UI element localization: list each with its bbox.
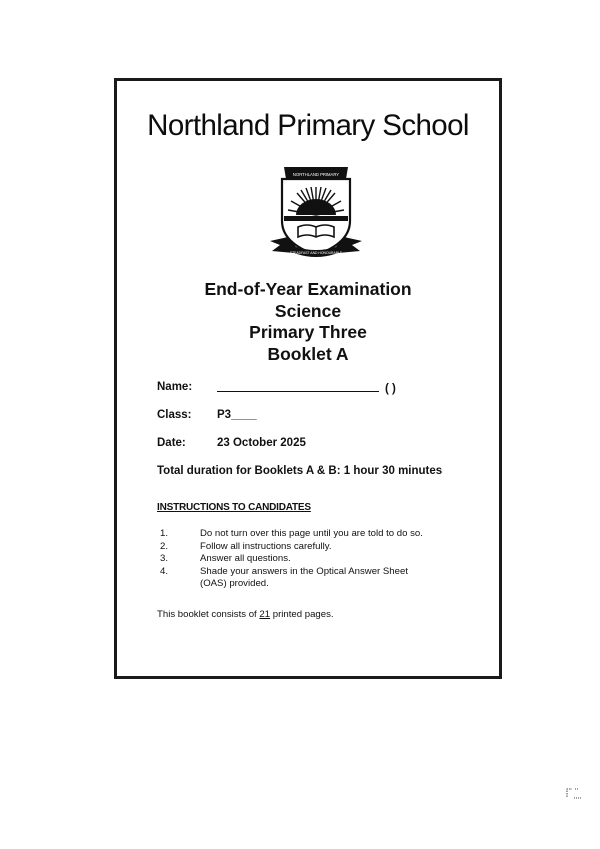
crest-top-text: NORTHLAND PRIMARY	[292, 172, 340, 177]
duration-text: Total duration for Booklets A & B: 1 hour 30 minutes	[157, 465, 443, 477]
school-name: Northland Primary School	[147, 109, 469, 142]
instruction-item: 2. Follow all instructions carefully.	[160, 540, 332, 552]
date-value: 23 October 2025	[217, 437, 306, 449]
scan-corner-mark	[566, 787, 582, 799]
class-field[interactable]: P3____	[217, 409, 257, 421]
exam-title: End-of-Year Examination	[204, 279, 412, 299]
exam-subject: Science	[274, 300, 342, 321]
instruction-item: 4. Shade your answers in the Optical Answer Sheet (OAS) provided.	[160, 565, 408, 590]
pages-note: This booklet consists of 21 printed pages.	[157, 609, 334, 620]
exam-booklet: Booklet A	[267, 343, 349, 364]
crest-band	[284, 216, 348, 221]
class-label: Class:	[157, 409, 192, 421]
cover-border	[114, 78, 502, 679]
crest-bottom-text: STEADFAST AND HONOURABLE	[289, 251, 343, 255]
instructions-heading: INSTRUCTIONS TO CANDIDATES	[157, 502, 311, 513]
exam-titles	[117, 279, 499, 365]
index-number-paren: ( )	[385, 383, 396, 395]
name-field[interactable]	[217, 381, 396, 395]
name-label: Name:	[157, 381, 193, 393]
instruction-item: 3. Answer all questions.	[160, 553, 291, 565]
page-count: 21	[259, 609, 271, 620]
instructions-list	[157, 528, 477, 591]
name-blank-line	[217, 381, 379, 392]
exam-level: Primary Three	[249, 322, 367, 342]
date-label: Date:	[157, 437, 186, 449]
school-crest	[266, 159, 366, 269]
instruction-item: 1. Do not turn over this page until you are told to do so.	[160, 528, 423, 539]
